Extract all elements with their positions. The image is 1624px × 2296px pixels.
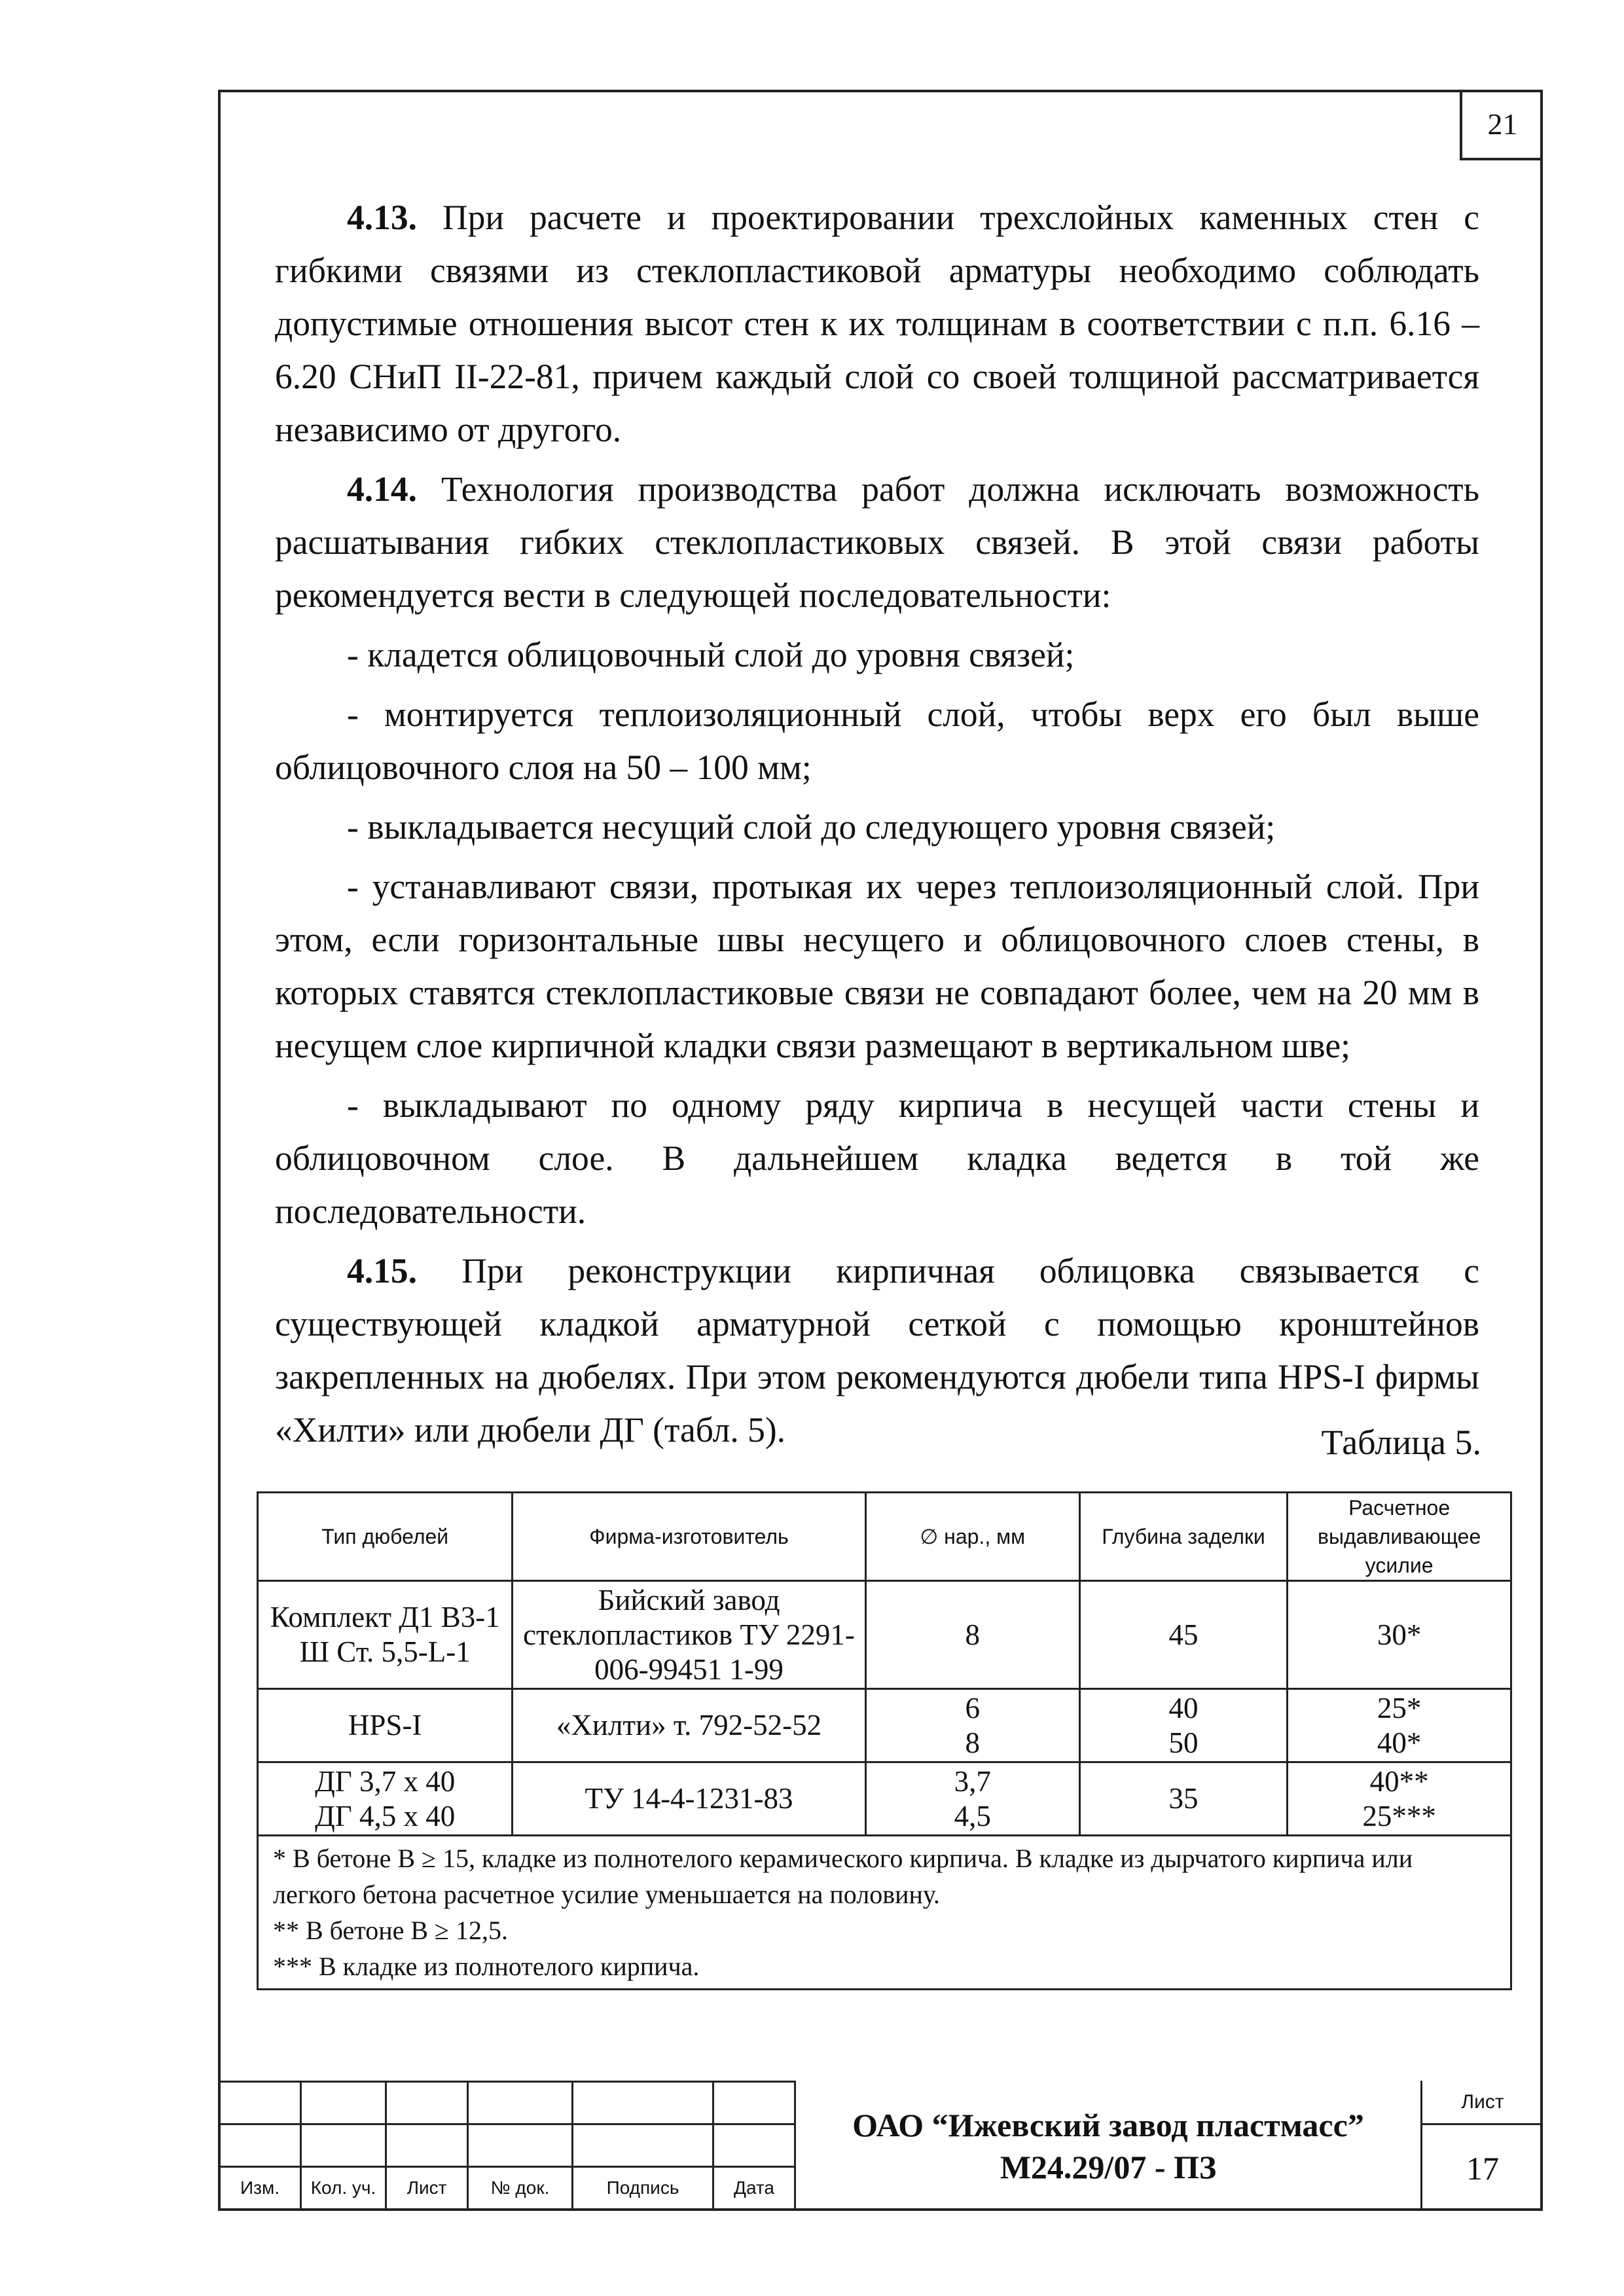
table-cell: 40 50: [1079, 1689, 1287, 1762]
paragraph-4-15: [275, 1245, 1479, 1457]
list-item: - выкладывают по одному ряду кирпича в несущей части стены и облицовочном слое. В дальнейшем кладка ведется в той же последовательности.: [275, 1085, 1479, 1231]
table-caption: Таблица 5.: [1321, 1423, 1481, 1462]
stamp-label: Дата: [713, 2167, 795, 2210]
page-number: 21: [1460, 90, 1543, 160]
paragraph-4-13: [275, 191, 1479, 456]
footnote: *** В кладке из полнотелого кирпича.: [273, 1952, 700, 1981]
sheet-number: 17: [1466, 2149, 1499, 2187]
table-cell: 35: [1079, 1762, 1287, 1836]
table-notes: [258, 1836, 1511, 1990]
table-cell: 40** 25***: [1288, 1762, 1511, 1836]
list-item: - устанавливают связи, протыкая их через теплоизоляционный слой. При этом, если горизонтальные швы несущего и облицовочного слоев стены, в которых ставятся стеклопластиковые связи не совпадают более, чем на 20 мм в несущем слое кирпичной кладки связи размещают в вертикальном шве;: [275, 867, 1479, 1065]
table-notes-row: [258, 1836, 1511, 1990]
table-cell: HPS-I: [258, 1689, 513, 1762]
table-row: [258, 1689, 1511, 1762]
list-item: - выкладывается несущий слой до следующего уровня связей;: [347, 807, 1276, 847]
clause-number: 4.13.: [347, 198, 417, 237]
table-row: [258, 1581, 1511, 1689]
table-cell: 25* 40*: [1288, 1689, 1511, 1762]
stamp-label: Лист: [386, 2167, 468, 2210]
table-cell: 6 8: [865, 1689, 1079, 1762]
list-item: - кладется облицовочный слой до уровня связей;: [347, 635, 1075, 674]
clause-number: 4.15.: [347, 1251, 417, 1290]
table-cell: ТУ 14-4-1231-83: [513, 1762, 865, 1836]
clause-text: Технология производства работ должна исключать возможность расшатывания гибких стеклопластиковых связей. В этой связи работы рекомендуется вести в следующей последовательности:: [275, 469, 1479, 615]
footnote: * В бетоне В ≥ 15, кладке из полнотелого керамического кирпича. В кладке из дырчатого кирпича или легкого бетона расчетное усилие уменьшается на половину.: [273, 1844, 1413, 1909]
table-cell: «Хилти» т. 792-52-52: [513, 1689, 865, 1762]
stamp-label: Изм.: [219, 2167, 301, 2210]
table-cell: ДГ 3,7 х 40 ДГ 4,5 х 40: [258, 1762, 513, 1836]
table-cell: 8: [865, 1581, 1079, 1689]
table-cell: 3,7 4,5: [865, 1762, 1079, 1836]
list-item: - монтируется теплоизоляционный слой, чтобы верх его был выше облицовочного слоя на 50 – 100 мм;: [275, 695, 1479, 787]
table-header-row: [258, 1493, 1511, 1581]
table-cell: Комплект Д1 В3-1 Ш Ст. 5,5-L-1: [258, 1581, 513, 1689]
table-row: [258, 1762, 1511, 1836]
column-header: Тип дюбелей: [258, 1493, 513, 1581]
title-block: [218, 2081, 1543, 2211]
dowel-table: [257, 1491, 1512, 1990]
table-cell: 30*: [1288, 1581, 1511, 1689]
column-header: Фирма-изготовитель: [513, 1493, 865, 1581]
paragraph-4-14: [275, 463, 1479, 622]
stamp-label: № док.: [468, 2167, 573, 2210]
title-block-heading: [794, 2081, 1422, 2211]
body-text: [275, 191, 1479, 1463]
revision-table: [218, 2081, 796, 2210]
organization-name: ОАО “Ижевский завод пластмасс”: [852, 2106, 1364, 2143]
clause-number: 4.14.: [347, 469, 417, 509]
table-cell: Бийский завод стеклопластиков ТУ 2291-006-99451 1-99: [513, 1581, 865, 1689]
document-code: М24.29/07 - ПЗ: [1000, 2148, 1217, 2185]
footnote: ** В бетоне В ≥ 12,5.: [273, 1916, 509, 1945]
table-cell: 45: [1079, 1581, 1287, 1689]
column-header: Расчетное выдавливающее усилие: [1288, 1493, 1511, 1581]
column-header: ∅ нар., мм: [865, 1493, 1079, 1581]
clause-text: При реконструкции кирпичная облицовка связывается с существующей кладкой арматурной сеткой с помощью кронштейнов закрепленных на дюбелях. При этом рекомендуются дюбели типа HPS-I фирмы «Хилти» или дюбели ДГ (табл. 5).: [275, 1251, 1479, 1449]
stamp-label: Подпись: [573, 2167, 713, 2210]
sheet-label: Лист: [1422, 2081, 1543, 2125]
clause-text: При расчете и проектировании трехслойных каменных стен с гибкими связями из стеклопластиковой арматуры необходимо соблюдать допустимые отношения высот стен к их толщинам в соответствии с п.п. 6.16 – 6.20 СНиП II-22-81, причем каждый слой со своей толщиной рассматривается независимо от другого.: [275, 198, 1479, 449]
stamp-label: Кол. уч.: [301, 2167, 386, 2210]
sheet-box: [1422, 2081, 1543, 2211]
column-header: Глубина заделки: [1079, 1493, 1287, 1581]
